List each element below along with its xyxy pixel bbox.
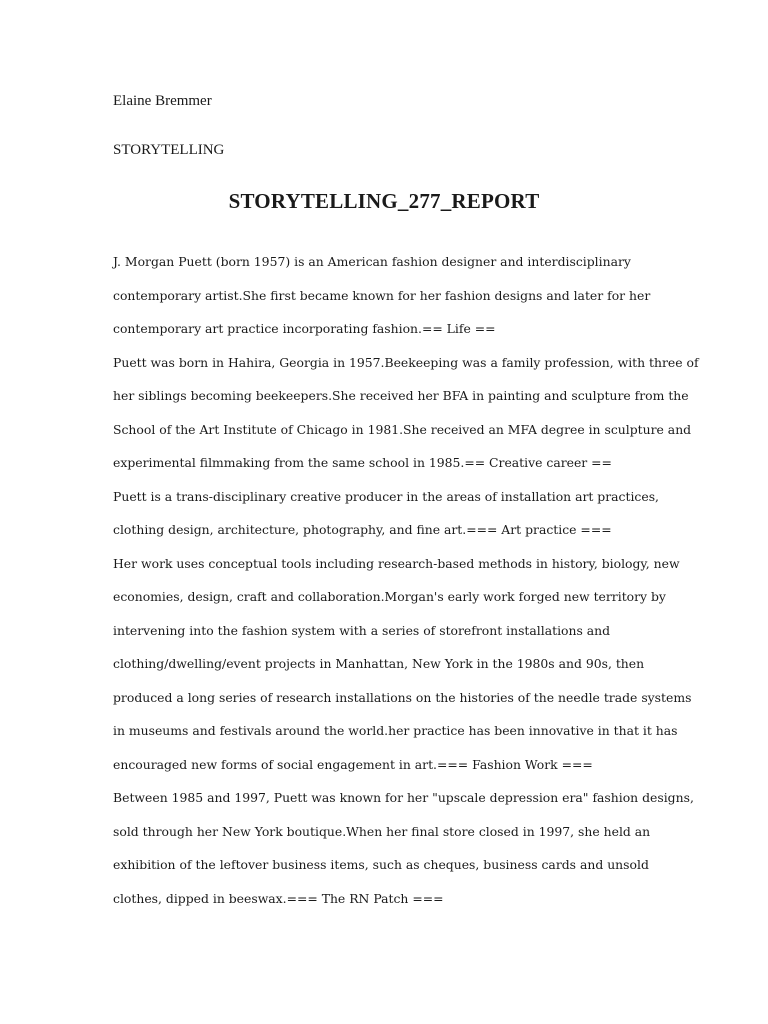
body-line: contemporary artist.She first became known for her fashion designs and later for her [113, 287, 651, 303]
body-line: encouraged new forms of social engagement in art.=== Fashion Work === [113, 756, 593, 772]
body-line: experimental filmmaking from the same school in 1985.== Creative career == [113, 455, 612, 470]
report-body [113, 251, 699, 921]
body-line: economies, design, craft and collaboration.Morgan's early work forged new territory by [113, 589, 666, 604]
body-line: produced a long series of research installations on the histories of the needle trade systems [113, 689, 692, 705]
body-line: Puett was born in Hahira, Georgia in 1957.Beekeeping was a family profession, with three of [113, 354, 699, 370]
body-line: Between 1985 and 1997, Puett was known for her "upscale depression era" fashion designs, [113, 790, 694, 805]
body-line: sold through her New York boutique.When her final store closed in 1997, she held an [113, 823, 651, 839]
body-line: Puett is a trans-disciplinary creative producer in the areas of installation art practices, [113, 488, 659, 504]
report-title: STORYTELLING_277_REPORT [228, 189, 540, 213]
body-line: in museums and festivals around the world.her practice has been innovative in that it has [113, 723, 678, 738]
body-line: clothes, dipped in beeswax.=== The RN Patch === [113, 890, 444, 906]
body-line: intervening into the fashion system with a series of storefront installations and [113, 622, 611, 638]
body-line: clothing/dwelling/event projects in Manhattan, New York in the 1980s and 90s, then [113, 656, 645, 671]
body-line: Her work uses conceptual tools including research-based methods in history, biology, new [113, 555, 680, 571]
body-line: J. Morgan Puett (born 1957) is an American fashion designer and interdisciplinary [113, 254, 631, 269]
body-line: contemporary art practice incorporating fashion.== Life == [113, 321, 496, 336]
body-line: clothing design, architecture, photography, and fine art.=== Art practice === [113, 522, 612, 537]
body-line: exhibition of the leftover business items, such as cheques, business cards and unsold [113, 857, 649, 872]
body-line: her siblings becoming beekeepers.She received her BFA in painting and sculpture from the [113, 388, 689, 403]
body-line: School of the Art Institute of Chicago in 1981.She received an MFA degree in sculpture and [113, 421, 692, 437]
course-name: STORYTELLING [113, 142, 225, 158]
author-name: Elaine Bremmer [113, 93, 212, 109]
